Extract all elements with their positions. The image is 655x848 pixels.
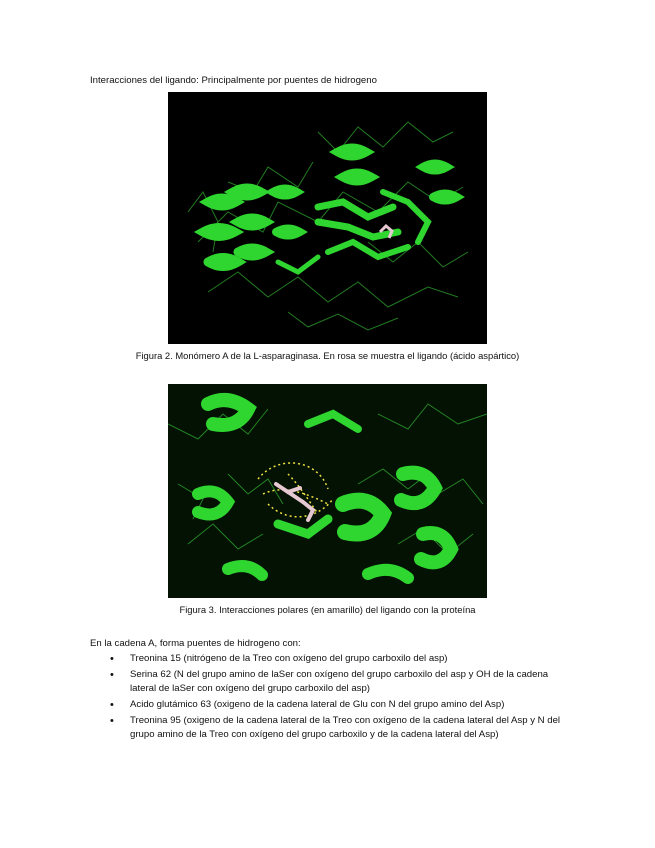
list-item: • Treonina 15 (nitrógeno de la Treo con oxígeno del grupo carboxilo del asp)	[90, 652, 570, 666]
protein-monomer-image	[168, 92, 487, 344]
figure-3-caption: Figura 3. Interacciones polares (en amarillo) del ligando con la proteína	[179, 604, 476, 615]
polar-interactions-image	[168, 384, 487, 598]
hydrogen-bond-list	[90, 652, 570, 744]
list-item: • Serina 62 (N del grupo amino de laSer con oxígeno del grupo carboxilo del asp y OH de la cadena lateral de laSer con oxígeno del grupo carboxilo del asp)	[90, 668, 570, 696]
figure-2-caption: Figura 2. Monómero A de la L-asparaginasa. En rosa se muestra el ligando (ácido aspártico)	[135, 350, 520, 361]
list-item: • Treonina 95 (oxigeno de la cadena lateral de la Treo con oxígeno de la cadena lateral del Asp y N del grupo amino de la Treo con oxígeno del grupo carboxilo y de la cadena lateral del Asp)	[90, 714, 570, 742]
hydrogen-bond-intro: En la cadena A, forma puentes de hidrogeno con:	[90, 638, 301, 649]
list-item: • Acido glutámico 63 (oxigeno de la cadena lateral de Glu con N del grupo amino del Asp)	[90, 698, 570, 712]
section-heading: Interacciones del ligando: Principalmente por puentes de hidrogeno	[90, 75, 377, 86]
